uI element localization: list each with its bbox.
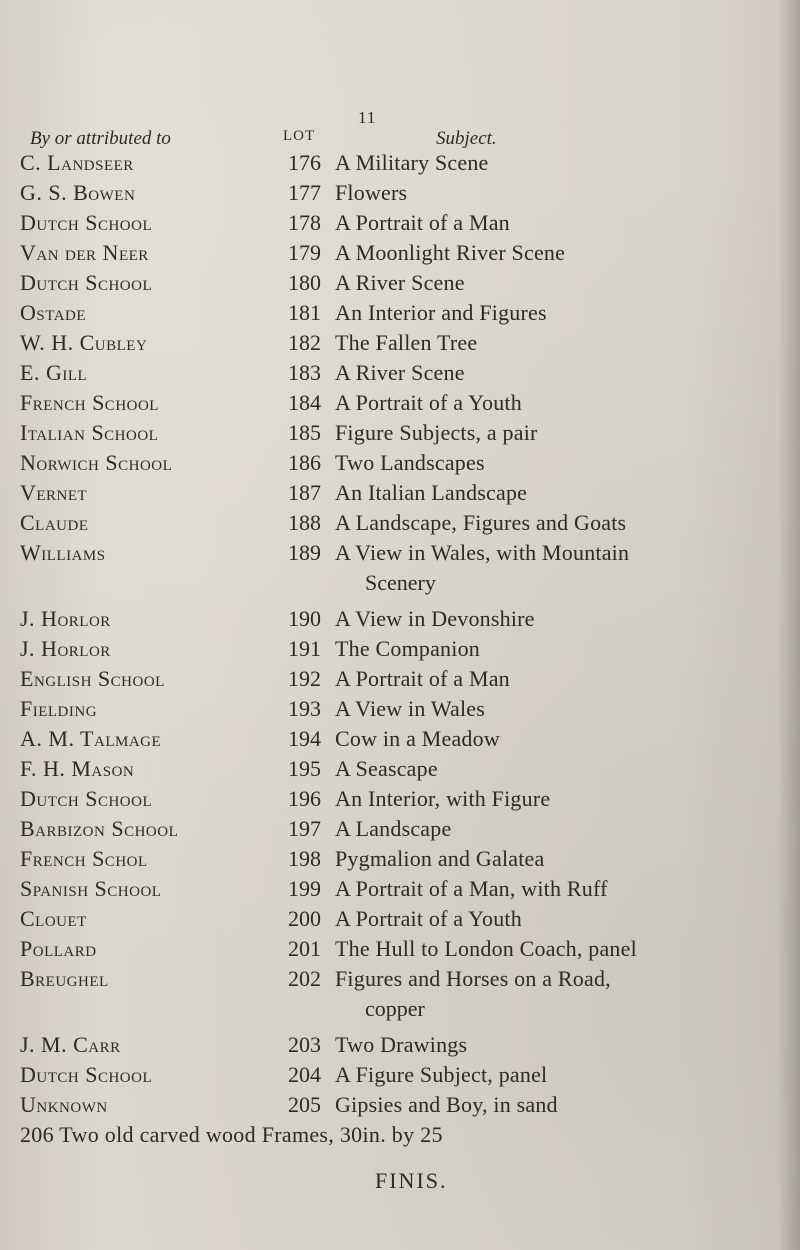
lot-subject: An Interior, with Figure [335, 786, 551, 811]
lot-number: 188 [288, 510, 321, 535]
artist-name: C. Landseer [20, 150, 134, 175]
artist-name: Dutch School [20, 1062, 153, 1087]
artist-name: Barbizon School [20, 816, 179, 841]
artist-name: Unknown [20, 1092, 108, 1117]
lot-subject: Pygmalion and Galatea [335, 846, 545, 871]
artist-name: G. S. Bowen [20, 180, 136, 205]
lot-number: 203 [288, 1032, 321, 1057]
lot-subject: Cow in a Meadow [335, 726, 500, 751]
lot-row [0, 420, 800, 450]
lot-subject: Flowers [335, 180, 408, 205]
artist-name: French School [20, 390, 159, 415]
lot-row [0, 936, 800, 966]
artist-name: J. M. Carr [20, 1032, 121, 1057]
artist-name: Williams [20, 540, 106, 565]
lot-row [0, 906, 800, 936]
lot-row [0, 636, 800, 666]
lot-row [0, 480, 800, 510]
lot-number: 198 [288, 846, 321, 871]
lot-number: 179 [288, 240, 321, 265]
lot-subject: A Portrait of a Youth [335, 390, 522, 415]
lot-row [0, 390, 800, 420]
lot-subject: A River Scene [335, 360, 465, 385]
lot-subject: A River Scene [335, 270, 465, 295]
lot-subject: A Portrait of a Man [335, 666, 510, 691]
lot-subject: A View in Devonshire [335, 606, 535, 631]
lot-number: 194 [288, 726, 321, 751]
lot-row [0, 696, 800, 726]
lot-row [0, 210, 800, 240]
artist-name: E. Gill [20, 360, 88, 385]
lot-number: 184 [288, 390, 321, 415]
artist-name: Vernet [20, 480, 88, 505]
lot-subject: Two Drawings [335, 1032, 468, 1057]
lot-number: 200 [288, 906, 321, 931]
lot-number: 196 [288, 786, 321, 811]
lot-row [0, 360, 800, 390]
lot-row [0, 1092, 800, 1122]
finis-label: FINIS. [375, 1168, 448, 1193]
artist-name: Breughel [20, 966, 109, 991]
lot-row [0, 300, 800, 330]
lot-number: 205 [288, 1092, 321, 1117]
artist-name: Dutch School [20, 210, 153, 235]
lot-column-heading: LOT [283, 128, 316, 144]
lot-number: 204 [288, 1062, 321, 1087]
lot-subject: A Moonlight River Scene [335, 240, 566, 265]
artist-name: J. Horlor [20, 636, 111, 661]
lot-number: 189 [288, 540, 321, 565]
lot-row [0, 510, 800, 540]
lot-row [0, 270, 800, 300]
lot-subject: An Italian Landscape [335, 480, 528, 505]
lot-row [0, 330, 800, 360]
artist-name: Spanish School [20, 876, 162, 901]
lot-number: 197 [288, 816, 321, 841]
lot-number: 185 [288, 420, 321, 445]
artist-name: French Schol [20, 846, 148, 871]
lot-number: 181 [288, 300, 321, 325]
artist-name: Dutch School [20, 786, 153, 811]
artist-name: Ostade [20, 300, 87, 325]
lot-number: 195 [288, 756, 321, 781]
lot-number: 202 [288, 966, 321, 991]
lot-row [0, 816, 800, 846]
lot-number: 178 [288, 210, 321, 235]
artist-name: Norwich School [20, 450, 173, 475]
lot-row [0, 450, 800, 480]
artist-name: Italian School [20, 420, 159, 445]
lot-number: 176 [288, 150, 321, 175]
lot-206-line: 206 Two old carved wood Frames, 30in. by 25 [20, 1122, 443, 1147]
artist-name: Claude [20, 510, 89, 535]
lot-subject: A Figure Subject, panel [335, 1062, 548, 1087]
lot-row [0, 666, 800, 696]
artist-name: F. H. Mason [20, 756, 135, 781]
artist-name: Dutch School [20, 270, 153, 295]
lot-number: 182 [288, 330, 321, 355]
lot-subject: The Companion [335, 636, 480, 661]
lot-number: 199 [288, 876, 321, 901]
lot-subject: A Landscape, Figures and Goats [335, 510, 627, 535]
lot-subject-continuation: copper [365, 996, 425, 1021]
artist-name: A. M. Talmage [20, 726, 162, 751]
lot-number: 193 [288, 696, 321, 721]
artist-name: Clouet [20, 906, 87, 931]
lot-subject: A Portrait of a Man, with Ruff [335, 876, 608, 901]
lot-subject: A View in Wales [335, 696, 486, 721]
lot-subject: A View in Wales, with Mountain [335, 540, 630, 565]
lot-row [0, 876, 800, 906]
lot-row [0, 240, 800, 270]
lot-number: 186 [288, 450, 321, 475]
subject-column-heading: Subject. [436, 128, 497, 149]
lot-subject: A Portrait of a Youth [335, 906, 522, 931]
lot-subject: Figures and Horses on a Road, [335, 966, 611, 991]
lot-subject: A Portrait of a Man [335, 210, 510, 235]
lot-number: 190 [288, 606, 321, 631]
artist-name: Van der Neer [20, 240, 149, 265]
lot-row [0, 786, 800, 816]
lot-number: 192 [288, 666, 321, 691]
lot-row [0, 540, 800, 570]
lot-row [0, 726, 800, 756]
lot-row [0, 150, 800, 180]
lot-subject: Two Landscapes [335, 450, 485, 475]
lot-number: 201 [288, 936, 321, 961]
lot-row [0, 756, 800, 786]
lot-number: 187 [288, 480, 321, 505]
lot-subject: An Interior and Figures [335, 300, 547, 325]
lot-number: 180 [288, 270, 321, 295]
lot-subject-continuation: Scenery [365, 570, 436, 595]
page-number: 11 [358, 108, 377, 127]
lot-subject: A Military Scene [335, 150, 489, 175]
lot-row [0, 606, 800, 636]
lot-subject: Figure Subjects, a pair [335, 420, 538, 445]
artist-name: Pollard [20, 936, 97, 961]
artist-name: Fielding [20, 696, 98, 721]
lot-number: 177 [288, 180, 321, 205]
lot-row [0, 1032, 800, 1062]
lot-row [0, 846, 800, 876]
lot-subject: A Seascape [335, 756, 438, 781]
artist-name: J. Horlor [20, 606, 111, 631]
lot-subject: The Fallen Tree [335, 330, 478, 355]
artist-column-heading: By or attributed to [30, 128, 171, 149]
lot-subject: A Landscape [335, 816, 452, 841]
lot-row [0, 966, 800, 996]
artist-name: English School [20, 666, 165, 691]
lot-subject: Gipsies and Boy, in sand [335, 1092, 558, 1117]
lot-row [0, 180, 800, 210]
artist-name: W. H. Cubley [20, 330, 148, 355]
lot-row [0, 1062, 800, 1092]
lot-number: 191 [288, 636, 321, 661]
lot-number: 183 [288, 360, 321, 385]
lot-subject: The Hull to London Coach, panel [335, 936, 637, 961]
